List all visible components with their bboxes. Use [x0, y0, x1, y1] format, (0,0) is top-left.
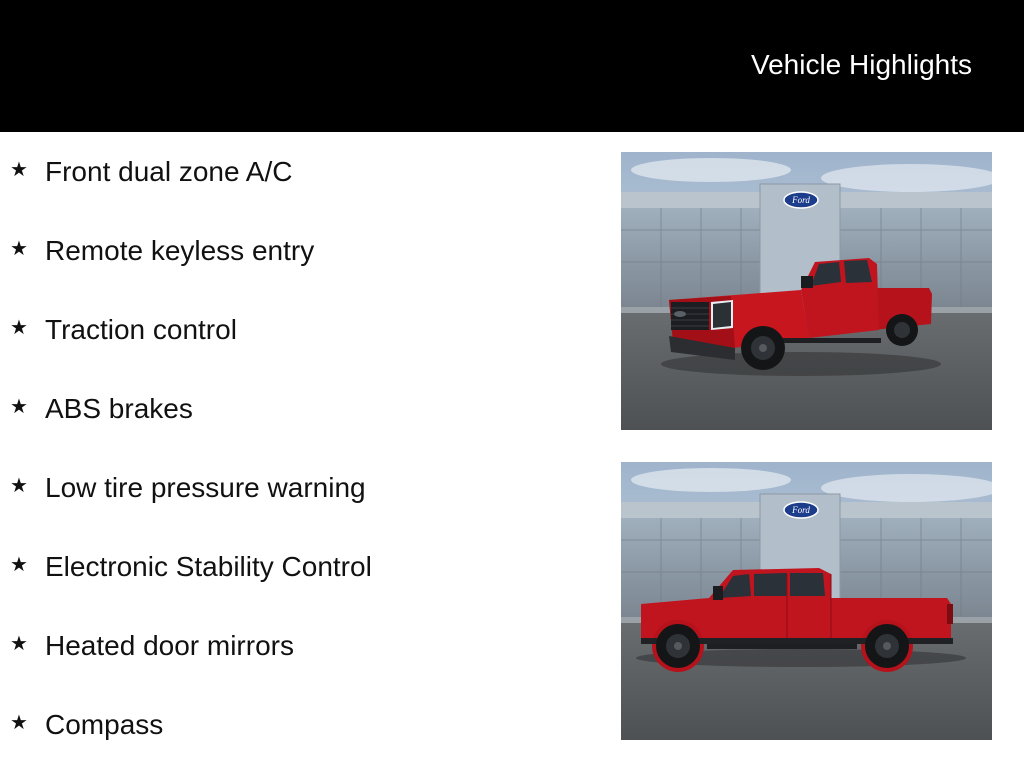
vehicle-photo-side	[621, 462, 992, 740]
list-item	[10, 312, 237, 348]
list-item	[10, 707, 163, 743]
feature-label: ABS brakes	[45, 393, 193, 424]
feature-label: Front dual zone A/C	[45, 156, 293, 187]
feature-label: Compass	[45, 709, 164, 740]
star-icon: ★	[10, 710, 28, 734]
vehicle-photo-front	[621, 152, 992, 430]
star-icon: ★	[10, 552, 28, 576]
list-item	[10, 628, 294, 664]
ford-logo-text: Ford	[792, 195, 810, 205]
star-icon: ★	[10, 315, 28, 339]
list-item	[10, 233, 314, 269]
list-item	[10, 391, 193, 427]
feature-label: Heated door mirrors	[45, 630, 294, 661]
list-item	[10, 470, 366, 506]
page-title: Vehicle Highlights	[750, 49, 972, 80]
star-icon: ★	[10, 631, 28, 655]
feature-label: Traction control	[45, 314, 237, 345]
feature-label: Remote keyless entry	[45, 235, 315, 266]
feature-label: Low tire pressure warning	[45, 472, 366, 503]
ford-logo-text: Ford	[792, 505, 810, 515]
star-icon: ★	[10, 157, 28, 181]
feature-label: Electronic Stability Control	[45, 551, 372, 582]
list-item	[10, 154, 292, 190]
star-icon: ★	[10, 236, 28, 260]
star-icon: ★	[10, 394, 28, 418]
star-icon: ★	[10, 473, 28, 497]
list-item	[10, 549, 372, 585]
